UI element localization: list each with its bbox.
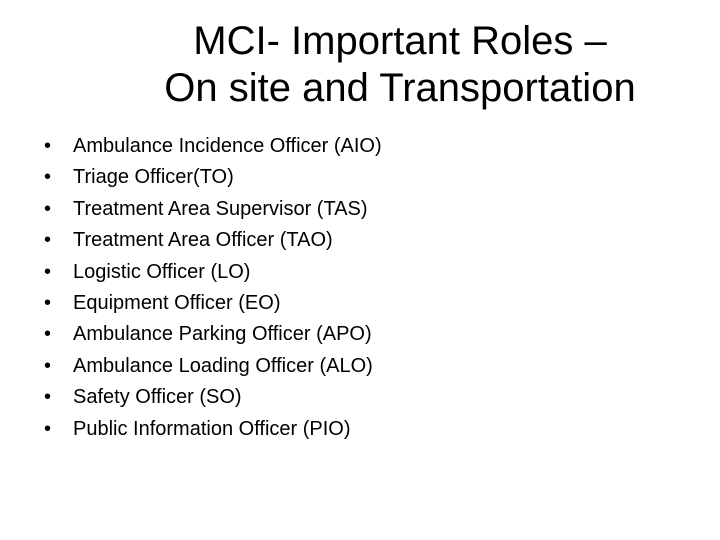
list-item-text: Treatment Area Officer (TAO) [73,229,333,252]
bullet-icon: • [44,417,52,440]
list-item [44,382,684,413]
list-item [44,131,684,162]
bullet-icon: • [44,260,52,283]
title-line-2: On site and Transportation [164,66,636,110]
list-item-text: Equipment Officer (EO) [73,291,281,314]
list-item-text: Triage Officer(TO) [73,166,234,189]
bullet-icon: • [44,229,52,252]
slide-title [40,18,720,112]
list-item-text: Ambulance Incidence Officer (AIO) [73,135,382,157]
list-item-text: Public Information Officer (PIO) [73,417,351,440]
bullet-icon: • [44,291,52,314]
list-item [44,194,684,225]
list-item [44,225,684,256]
list-item-text: Logistic Officer (LO) [73,260,251,283]
list-item [44,257,684,288]
list-item [44,162,684,193]
list-item-text: Treatment Area Supervisor (TAS) [73,197,368,220]
roles-list [44,131,684,445]
list-item [44,414,684,445]
bullet-icon: • [44,354,52,377]
list-item-text: Ambulance Parking Officer (APO) [73,323,372,346]
list-item [44,288,684,319]
bullet-icon: • [44,197,52,220]
bullet-icon: • [44,135,52,157]
list-item-text: Ambulance Loading Officer (ALO) [73,354,373,377]
title-line-1: MCI- Important Roles – [193,19,607,63]
bullet-icon: • [44,386,52,409]
bullet-icon: • [44,166,52,189]
list-item-text: Safety Officer (SO) [73,386,242,409]
list-item [44,319,684,350]
bullet-icon: • [44,323,52,346]
list-item [44,351,684,382]
